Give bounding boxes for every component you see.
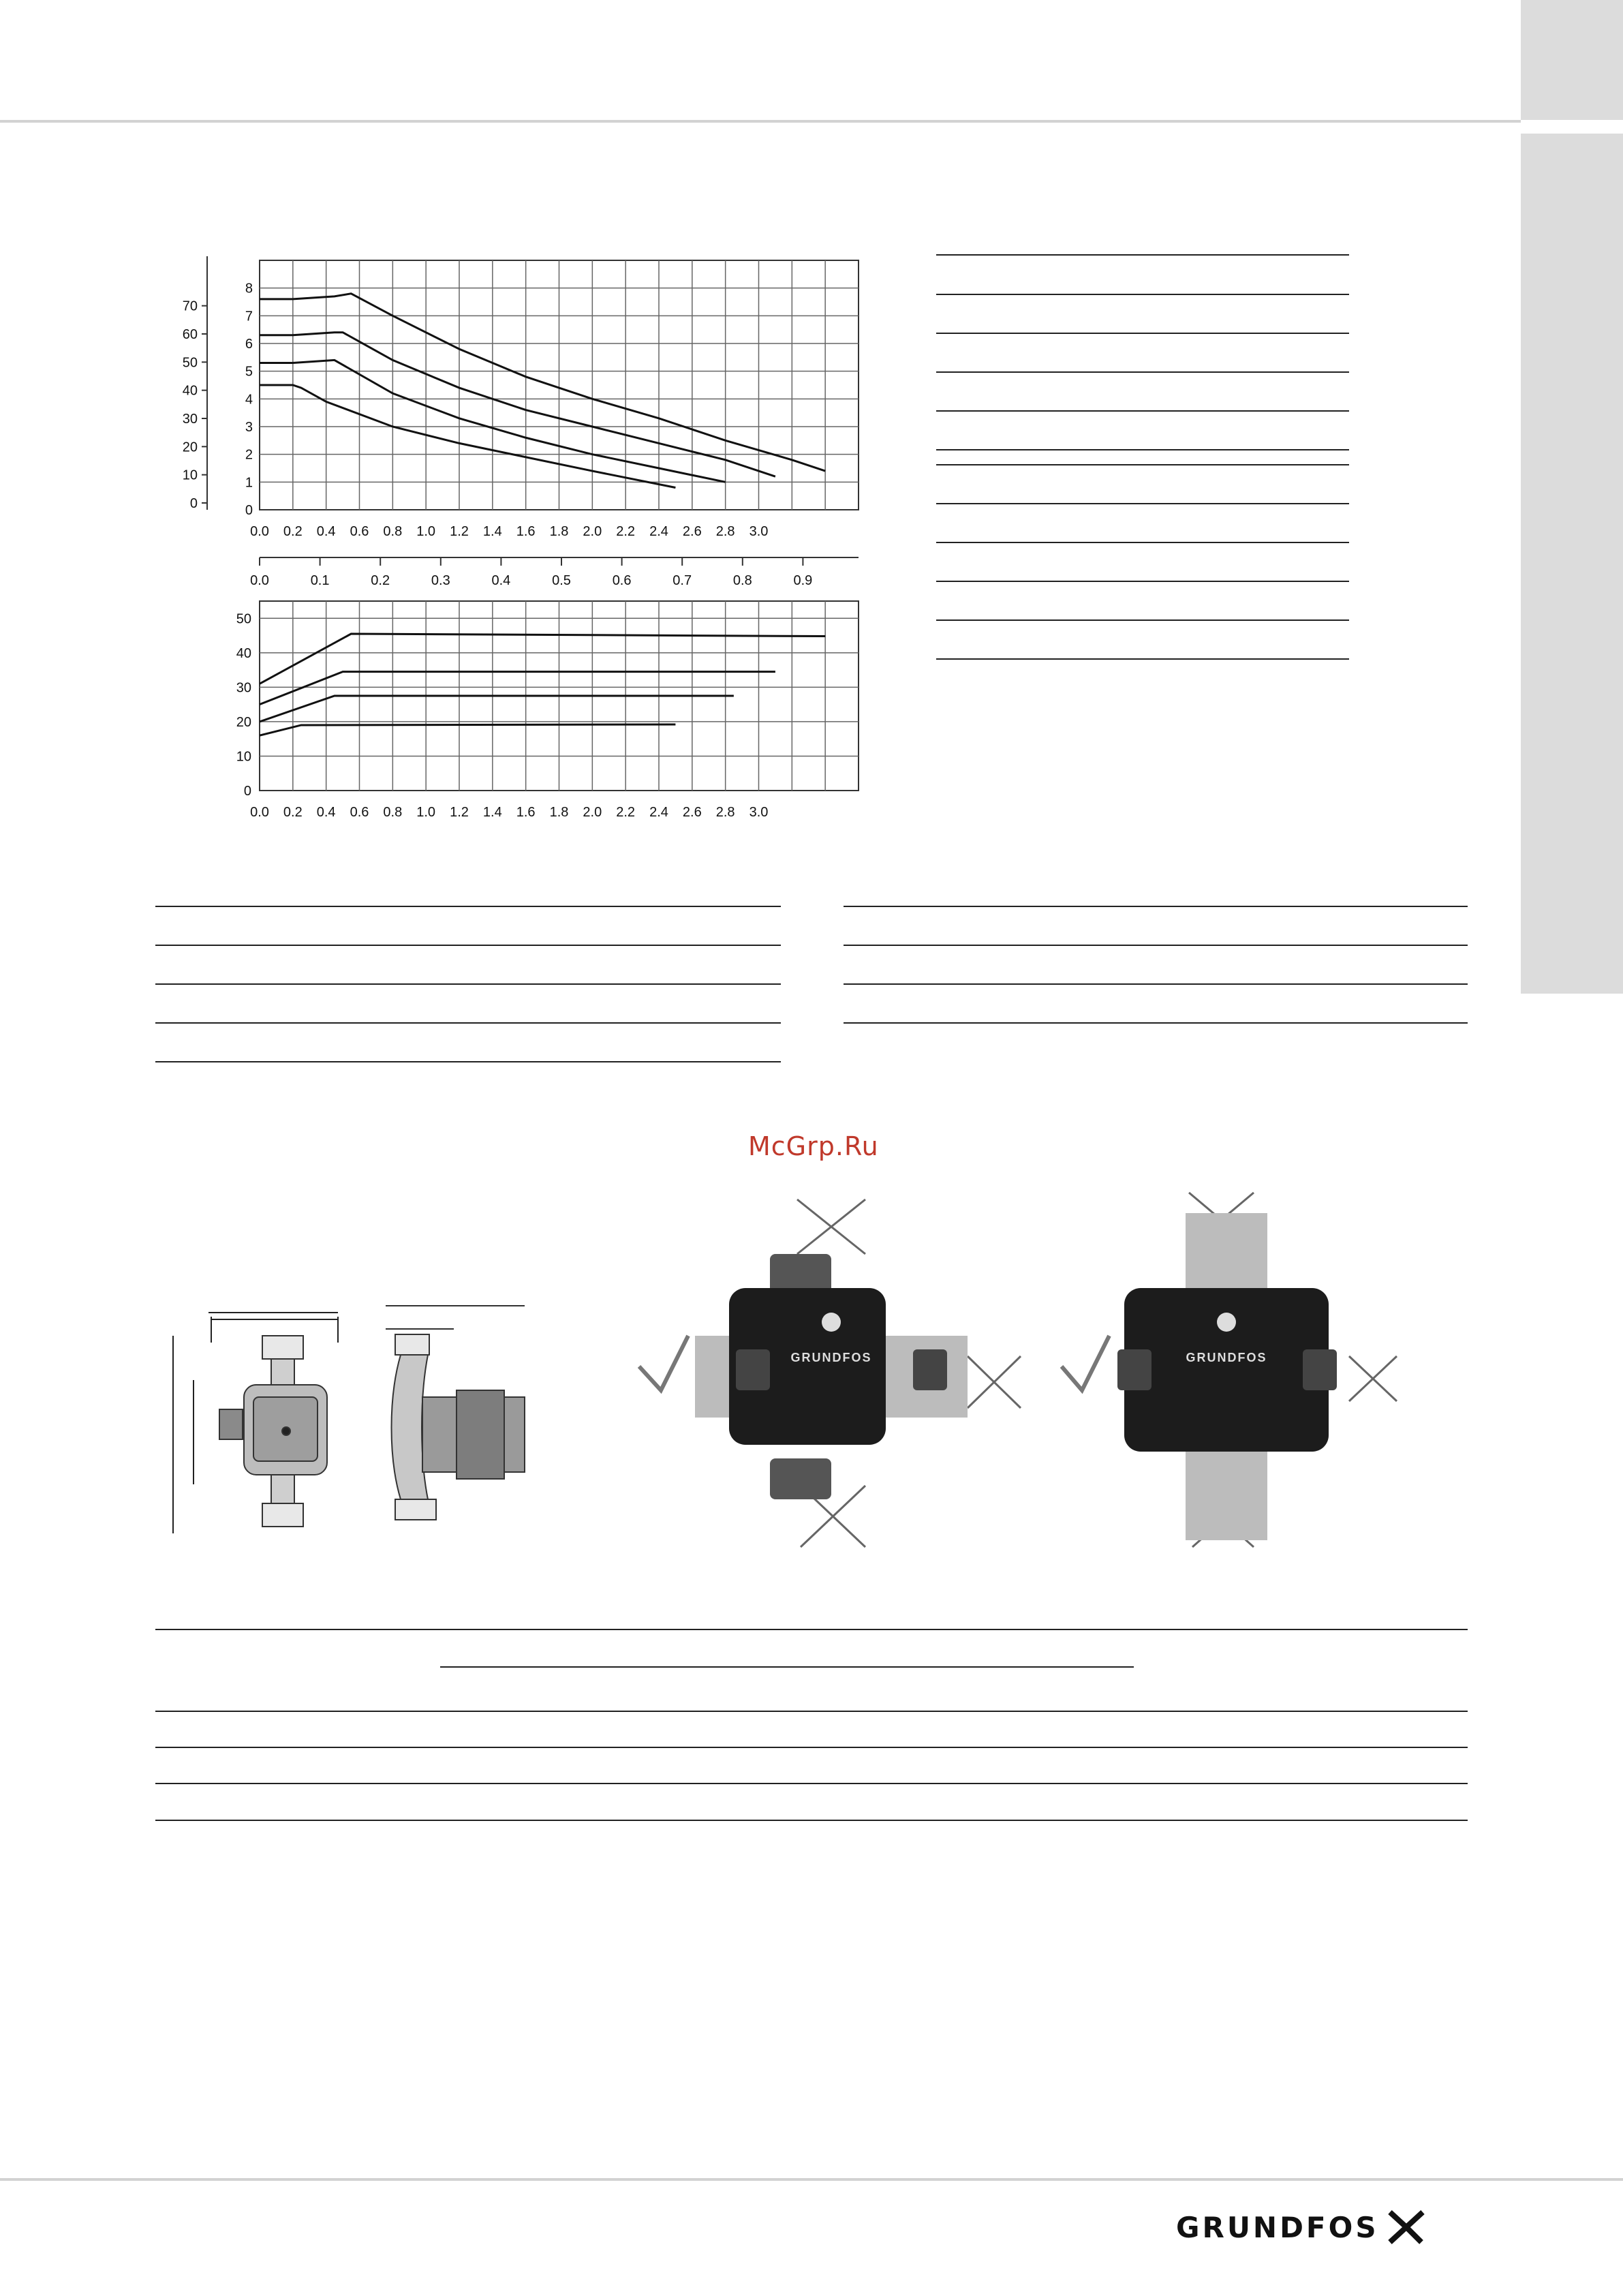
x-tick-label: 1.6	[516, 805, 536, 820]
x-tick-label: 2.0	[583, 805, 602, 820]
power-curve	[260, 634, 825, 684]
secondary-tick-label: 0.9	[793, 573, 813, 588]
power-curve	[260, 724, 675, 735]
secondary-tick-label: 0.6	[612, 573, 632, 588]
x-tick-label: 0.2	[283, 524, 303, 539]
secondary-tick-label: 0.0	[250, 573, 269, 588]
y-tick-label: 2	[245, 447, 253, 463]
grundfos-logo	[1176, 2208, 1427, 2246]
x-tick-label: 0.4	[316, 805, 336, 820]
secondary-tick-label: 0.8	[732, 573, 752, 588]
x-tick-label: 0.6	[350, 524, 369, 539]
y-tick-label: 60	[182, 327, 198, 342]
x-tick-label: 2.6	[682, 524, 702, 539]
x-tick-label: 1.4	[482, 524, 502, 539]
check-mark-icon	[1062, 1336, 1109, 1390]
x-tick-label: 2.0	[583, 524, 602, 539]
y-tick-label: 70	[182, 299, 198, 314]
pump-brand-label: GRUNDFOS	[790, 1351, 872, 1364]
x-tick-label: 3.0	[749, 524, 769, 539]
x-tick-label: 2.2	[616, 805, 636, 820]
pump-side-view	[386, 1306, 525, 1520]
x-tick-label: 0.0	[250, 524, 269, 539]
side-tab-upper	[1521, 0, 1623, 120]
secondary-flow-axis	[136, 545, 886, 600]
x-tick-label: 1.2	[450, 524, 469, 539]
y-tick-label: 6	[245, 337, 253, 352]
x-tick-label: 0.4	[316, 524, 336, 539]
y-tick-label: 20	[182, 440, 198, 455]
y-tick-label: 1	[245, 475, 253, 491]
pump-brand-label: GRUNDFOS	[1186, 1351, 1267, 1364]
x-tick-label: 2.8	[715, 805, 735, 820]
y-tick-label: 30	[236, 680, 251, 696]
y-tick-label: 0	[243, 784, 251, 799]
y-tick-label: 20	[236, 714, 251, 730]
x-tick-label: 2.2	[616, 524, 636, 539]
grundfos-x-icon	[1386, 2208, 1427, 2246]
y-tick-label: 3	[245, 420, 253, 435]
x-tick-label: 1.0	[416, 805, 436, 820]
x-tick-label: 2.4	[649, 524, 668, 539]
y-tick-label: 10	[182, 468, 198, 483]
x-tick-label: 0.0	[250, 805, 269, 820]
x-tick-label: 0.6	[350, 805, 369, 820]
y-tick-label: 4	[245, 392, 253, 408]
footer-rule	[0, 2178, 1623, 2181]
y-tick-label: 50	[236, 611, 251, 627]
watermark: McGrp.Ru	[748, 1131, 879, 1161]
x-tick-label: 1.0	[416, 524, 436, 539]
secondary-tick-label: 0.1	[310, 573, 330, 588]
power-curve	[260, 696, 734, 722]
head-curve-chart	[136, 245, 886, 545]
x-tick-label: 2.6	[682, 805, 702, 820]
power-curve	[260, 672, 775, 705]
secondary-tick-label: 0.2	[371, 573, 390, 588]
side-tab-lower	[1521, 134, 1623, 994]
x-tick-label: 0.8	[383, 805, 403, 820]
x-mark-icon	[797, 1199, 865, 1254]
y-tick-label: 50	[182, 355, 198, 371]
x-tick-label: 2.4	[649, 805, 668, 820]
y-tick-label: 0	[189, 496, 198, 511]
secondary-tick-label: 0.4	[491, 573, 511, 588]
secondary-tick-label: 0.3	[431, 573, 450, 588]
pump-front-view	[219, 1336, 327, 1527]
secondary-tick-label: 0.5	[552, 573, 571, 588]
dimension-drawing	[164, 1295, 545, 1554]
x-tick-label: 0.8	[383, 524, 403, 539]
x-tick-label: 1.6	[516, 524, 536, 539]
mounting-photo-right	[1049, 1186, 1404, 1567]
x-tick-label: 1.8	[549, 524, 569, 539]
y-tick-label: 8	[245, 281, 253, 296]
power-curve-chart	[136, 593, 886, 831]
y-tick-label: 0	[245, 503, 253, 518]
head-curve	[260, 385, 675, 487]
head-curve	[260, 294, 825, 471]
x-tick-label: 1.2	[450, 805, 469, 820]
mounting-photo-left	[627, 1186, 1036, 1567]
x-mark-icon	[968, 1356, 1021, 1408]
brand-name: GRUNDFOS	[1176, 2210, 1379, 2244]
y-tick-label: 40	[236, 645, 251, 661]
y-tick-label: 10	[236, 749, 251, 765]
x-tick-label: 3.0	[749, 805, 769, 820]
check-mark-icon	[639, 1336, 688, 1390]
header-rule	[0, 120, 1521, 123]
x-tick-label: 1.8	[549, 805, 569, 820]
y-tick-label: 7	[245, 309, 253, 324]
x-tick-label: 0.2	[283, 805, 303, 820]
y-tick-label: 5	[245, 364, 253, 380]
x-mark-icon	[1349, 1356, 1397, 1401]
secondary-tick-label: 0.7	[673, 573, 692, 588]
x-tick-label: 1.4	[482, 805, 502, 820]
x-tick-label: 2.8	[715, 524, 735, 539]
y-tick-label: 30	[182, 412, 198, 427]
y-tick-label: 40	[182, 383, 198, 399]
